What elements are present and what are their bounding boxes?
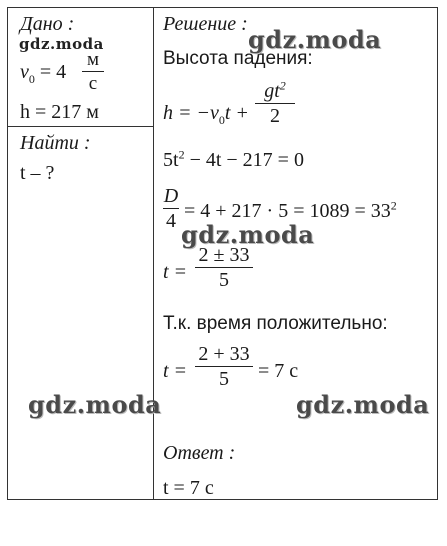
find-target: t – ? [20, 162, 55, 184]
column-divider [153, 8, 154, 499]
equation-result-right: = 7 с [258, 360, 299, 382]
answer-value: t = 7 с [163, 477, 214, 499]
given-v0-unit: м с [82, 50, 104, 93]
watermark-bottom-right: gdz.moda [296, 390, 430, 419]
equation-height: $h = -v_0t$ + [163, 102, 249, 127]
watermark-bottom-left: gdz.moda [28, 390, 162, 419]
watermark-middle: gdz.moda [181, 220, 315, 249]
answer-heading: Ответ : [163, 442, 236, 464]
equation-roots-fraction: 2 ± 33 5 [195, 245, 253, 290]
given-v0: $v_0 = 4$ [20, 61, 67, 86]
positive-note: Т.к. время положительно: [163, 313, 388, 334]
equation-height-fraction: $gt^2$ 2 [255, 81, 295, 126]
equation-result-left: t = [163, 360, 188, 382]
height-label: Высота падения: [163, 48, 313, 69]
equation-roots-left: t = [163, 261, 188, 283]
given-height: h = 217 м [20, 101, 99, 123]
equation-quadratic: $5t^2 - 4t - 217 = 0$ [163, 147, 304, 171]
equation-result-fraction: 2 + 33 5 [195, 344, 253, 389]
equation-discriminant-fraction: D 4 [163, 185, 179, 232]
watermark-top: gdz.moda [248, 25, 382, 54]
given-heading: Дано : [20, 13, 75, 35]
given-find-divider [8, 126, 153, 127]
watermark-small: gdz.moda [19, 35, 104, 53]
find-heading: Найти : [20, 132, 91, 154]
equation-discriminant: = $4 + 217 \cdot 5 = 1089 = 33^2$ [184, 198, 397, 222]
solution-table [7, 7, 438, 500]
solution-heading: Решение : [163, 13, 248, 35]
